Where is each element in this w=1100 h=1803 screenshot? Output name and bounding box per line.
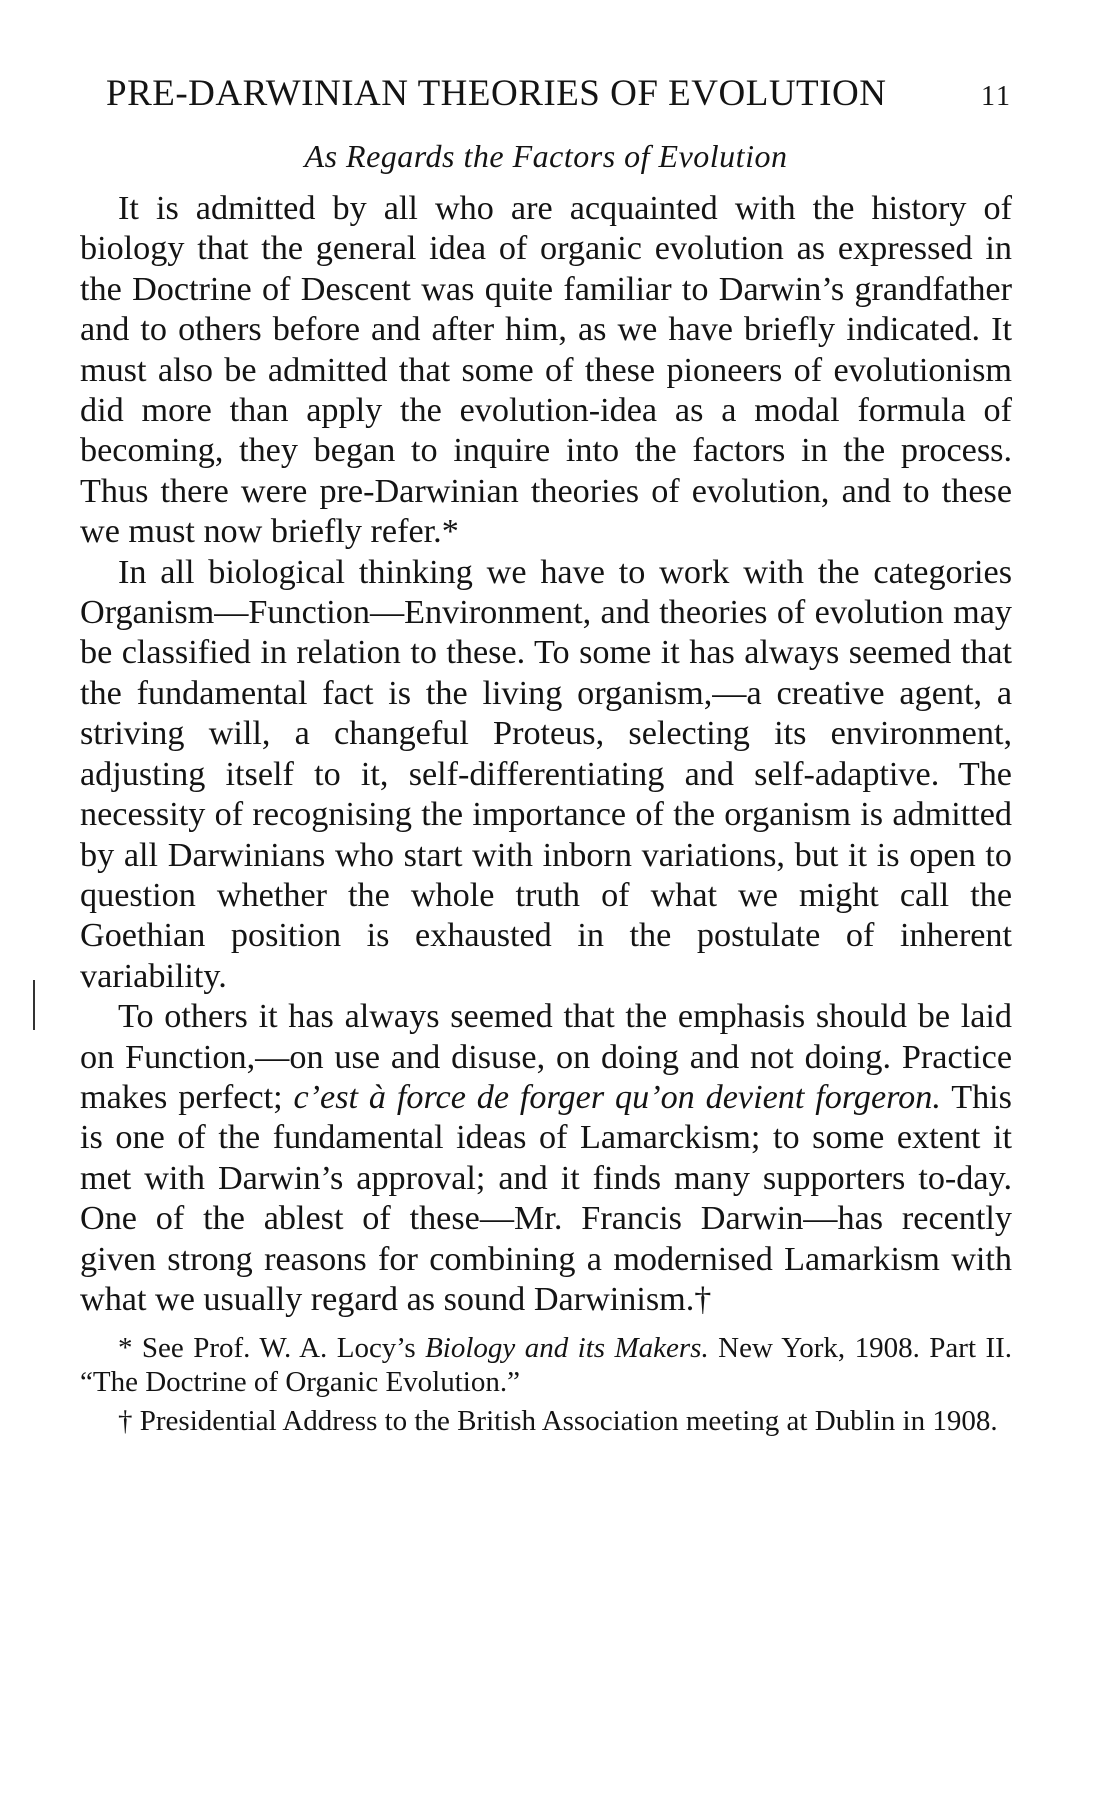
footnote-1-book-title: Biology and its Makers. [425,1332,709,1365]
paragraph-1: It is admitted by all who are acquainted with the history of biology that the general idea of organic evolution as expressed in the Doctrine of Descent was quite familiar to Darwin’s grandfather and to others before and after him, as we have briefly indicated. It must also be admitted that some of these pioneers of evolutionism did more than apply the evolution-idea as a modal formula of becoming, they began to inquire into the factors in the process. Thus there were pre-Darwinian theories of evolution, and to these we must now briefly refer.* [80,190,1012,551]
footnotes [80,1332,1012,1439]
running-head-title: PRE-DARWINIAN THEORIES OF EVOLUTION [106,73,887,114]
section-heading: As Regards the Factors of Evolution [304,138,788,174]
paragraph-3-text-a: To others it has always seemed that the emphasis should be laid on Function,—on use and disuse, on doing and not doing. Practice makes perfect; [80,998,1012,1116]
footnote-1-text-c: “The Doctrine of Organic Evolution.” [80,1365,520,1398]
footnote-1 [80,1332,1012,1399]
running-head [106,72,1012,124]
footnote-1-part-number: II. [985,1332,1013,1365]
book-page [80,72,1012,1439]
footnote-2: † Presidential Address to the British Association meeting at Dublin in 1908. [118,1405,998,1438]
paragraph-3-french-quote: c’est à force de forger qu’on devient forgeron. [293,1078,941,1116]
footnote-1-text-b: New York, 1908. Part [708,1332,986,1365]
paragraph-2: In all biological thinking we have to work with the categories Organism—Function—Environment, and theories of evolution may be classified in relation to these. To some it has always seemed that the fundamental fact is the living organism,—a creative agent, a striving will, a changeful Proteus, selecting its environment, adjusting itself to it, self-differentiating and self-adaptive. The necessity of recognising the importance of the organism is admitted by all Darwinians who start with inborn variations, but it is open to question whether the whole truth of what we might call the Goethian position is exhausted in the postulate of inherent variability. [80,553,1012,995]
page-number: 11 [981,81,1012,112]
footnote-1-text-a: * See Prof. W. A. Locy’s [118,1332,426,1365]
margin-pencil-mark [33,980,35,1030]
paragraph-3 [80,997,1012,1320]
paragraph-3-text-b: This is one of the fundamental ideas of Lamarckism; to some extent it met with Darwin’s approval; and it finds many supporters to-day. One of the ablest of these—Mr. Francis Darwin—has recently given strong reasons for combining a modernised Lamarkism with what we usually regard as sound Darwinism.† [80,1078,1012,1318]
